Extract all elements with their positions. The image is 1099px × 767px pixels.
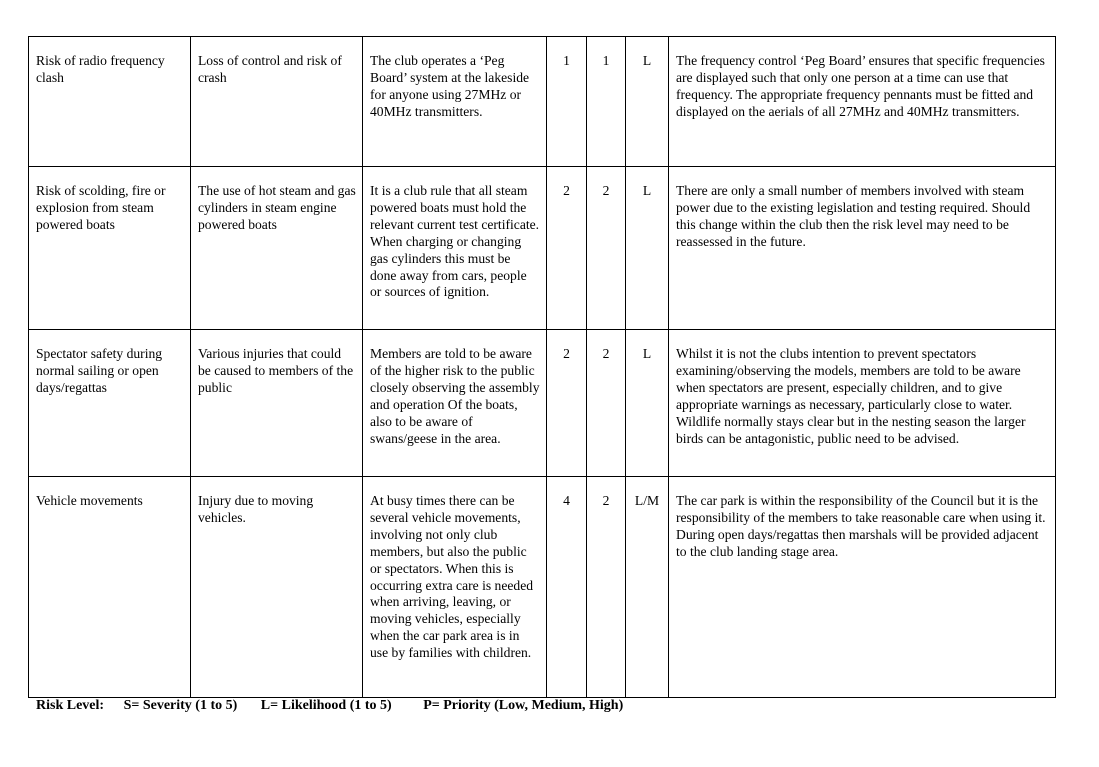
risk-level-legend <box>36 698 623 714</box>
consequence-cell: Various injuries that could be caused to members of the public <box>191 330 363 477</box>
hazard-cell: Vehicle movements <box>29 477 191 698</box>
comments-cell: Whilst it is not the clubs intention to prevent spectators examining/observing the models, members are told to be aware when spectators are present, especially children, and to give appropriate warnings as necessary, particularly close to water. Wildlife normally stays clear but in the nesting season the larger birds can be antagonistic, public need to be advised. <box>669 330 1056 477</box>
priority-cell: L <box>626 167 669 330</box>
table-row <box>29 37 1056 167</box>
likelihood-cell: 2 <box>587 477 626 698</box>
likelihood-cell: 2 <box>587 330 626 477</box>
table-row <box>29 330 1056 477</box>
hazard-cell: Spectator safety during normal sailing or open days/regattas <box>29 330 191 477</box>
table-row <box>29 477 1056 698</box>
legend-label: Risk Level: <box>36 698 105 713</box>
legend-likelihood: L= Likelihood (1 to 5) <box>260 698 392 713</box>
legend-priority: P= Priority (Low, Medium, High) <box>423 698 624 713</box>
comments-cell: There are only a small number of members involved with steam power due to the existing legislation and testing required. Should this change within the club then the risk level may need to be reassessed in the future. <box>669 167 1056 330</box>
comments-cell: The frequency control ‘Peg Board’ ensures that specific frequencies are displayed such that only one person at a time can use that frequency. The appropriate frequency pennants must be fitted and displayed on the aerials of all 27MHz and 40MHz transmitters. <box>669 37 1056 167</box>
control-measures-cell: Members are told to be aware of the higher risk to the public closely observing the assembly and operation Of the boats, also to be aware of swans/geese in the area. <box>363 330 547 477</box>
control-measures-cell: The club operates a ‘Peg Board’ system at the lakeside for anyone using 27MHz or 40MHz transmitters. <box>363 37 547 167</box>
consequence-cell: The use of hot steam and gas cylinders in steam engine powered boats <box>191 167 363 330</box>
priority-cell: L/M <box>626 477 669 698</box>
likelihood-cell: 2 <box>587 167 626 330</box>
priority-cell: L <box>626 330 669 477</box>
severity-cell: 4 <box>547 477 587 698</box>
comments-cell: The car park is within the responsibility of the Council but it is the responsibility of the members to take reasonable care when using it. During open days/regattas then marshals will be provided adjacent to the club landing stage area. <box>669 477 1056 698</box>
hazard-cell: Risk of radio frequency clash <box>29 37 191 167</box>
hazard-cell: Risk of scolding, fire or explosion from steam powered boats <box>29 167 191 330</box>
severity-cell: 1 <box>547 37 587 167</box>
risk-assessment-table <box>28 36 1056 698</box>
priority-cell: L <box>626 37 669 167</box>
table-row <box>29 167 1056 330</box>
control-measures-cell: It is a club rule that all steam powered boats must hold the relevant current test certificate. When charging or changing gas cylinders this must be done away from cars, people or sources of ignition. <box>363 167 547 330</box>
severity-cell: 2 <box>547 330 587 477</box>
consequence-cell: Loss of control and risk of crash <box>191 37 363 167</box>
consequence-cell: Injury due to moving vehicles. <box>191 477 363 698</box>
legend-severity: S= Severity (1 to 5) <box>123 698 238 713</box>
control-measures-cell: At busy times there can be several vehicle movements, involving not only club members, but also the public or spectators. When this is occurring extra care is needed when arriving, leaving, or moving vehicles, especially when the car park area is in use by families with children. <box>363 477 547 698</box>
severity-cell: 2 <box>547 167 587 330</box>
likelihood-cell: 1 <box>587 37 626 167</box>
